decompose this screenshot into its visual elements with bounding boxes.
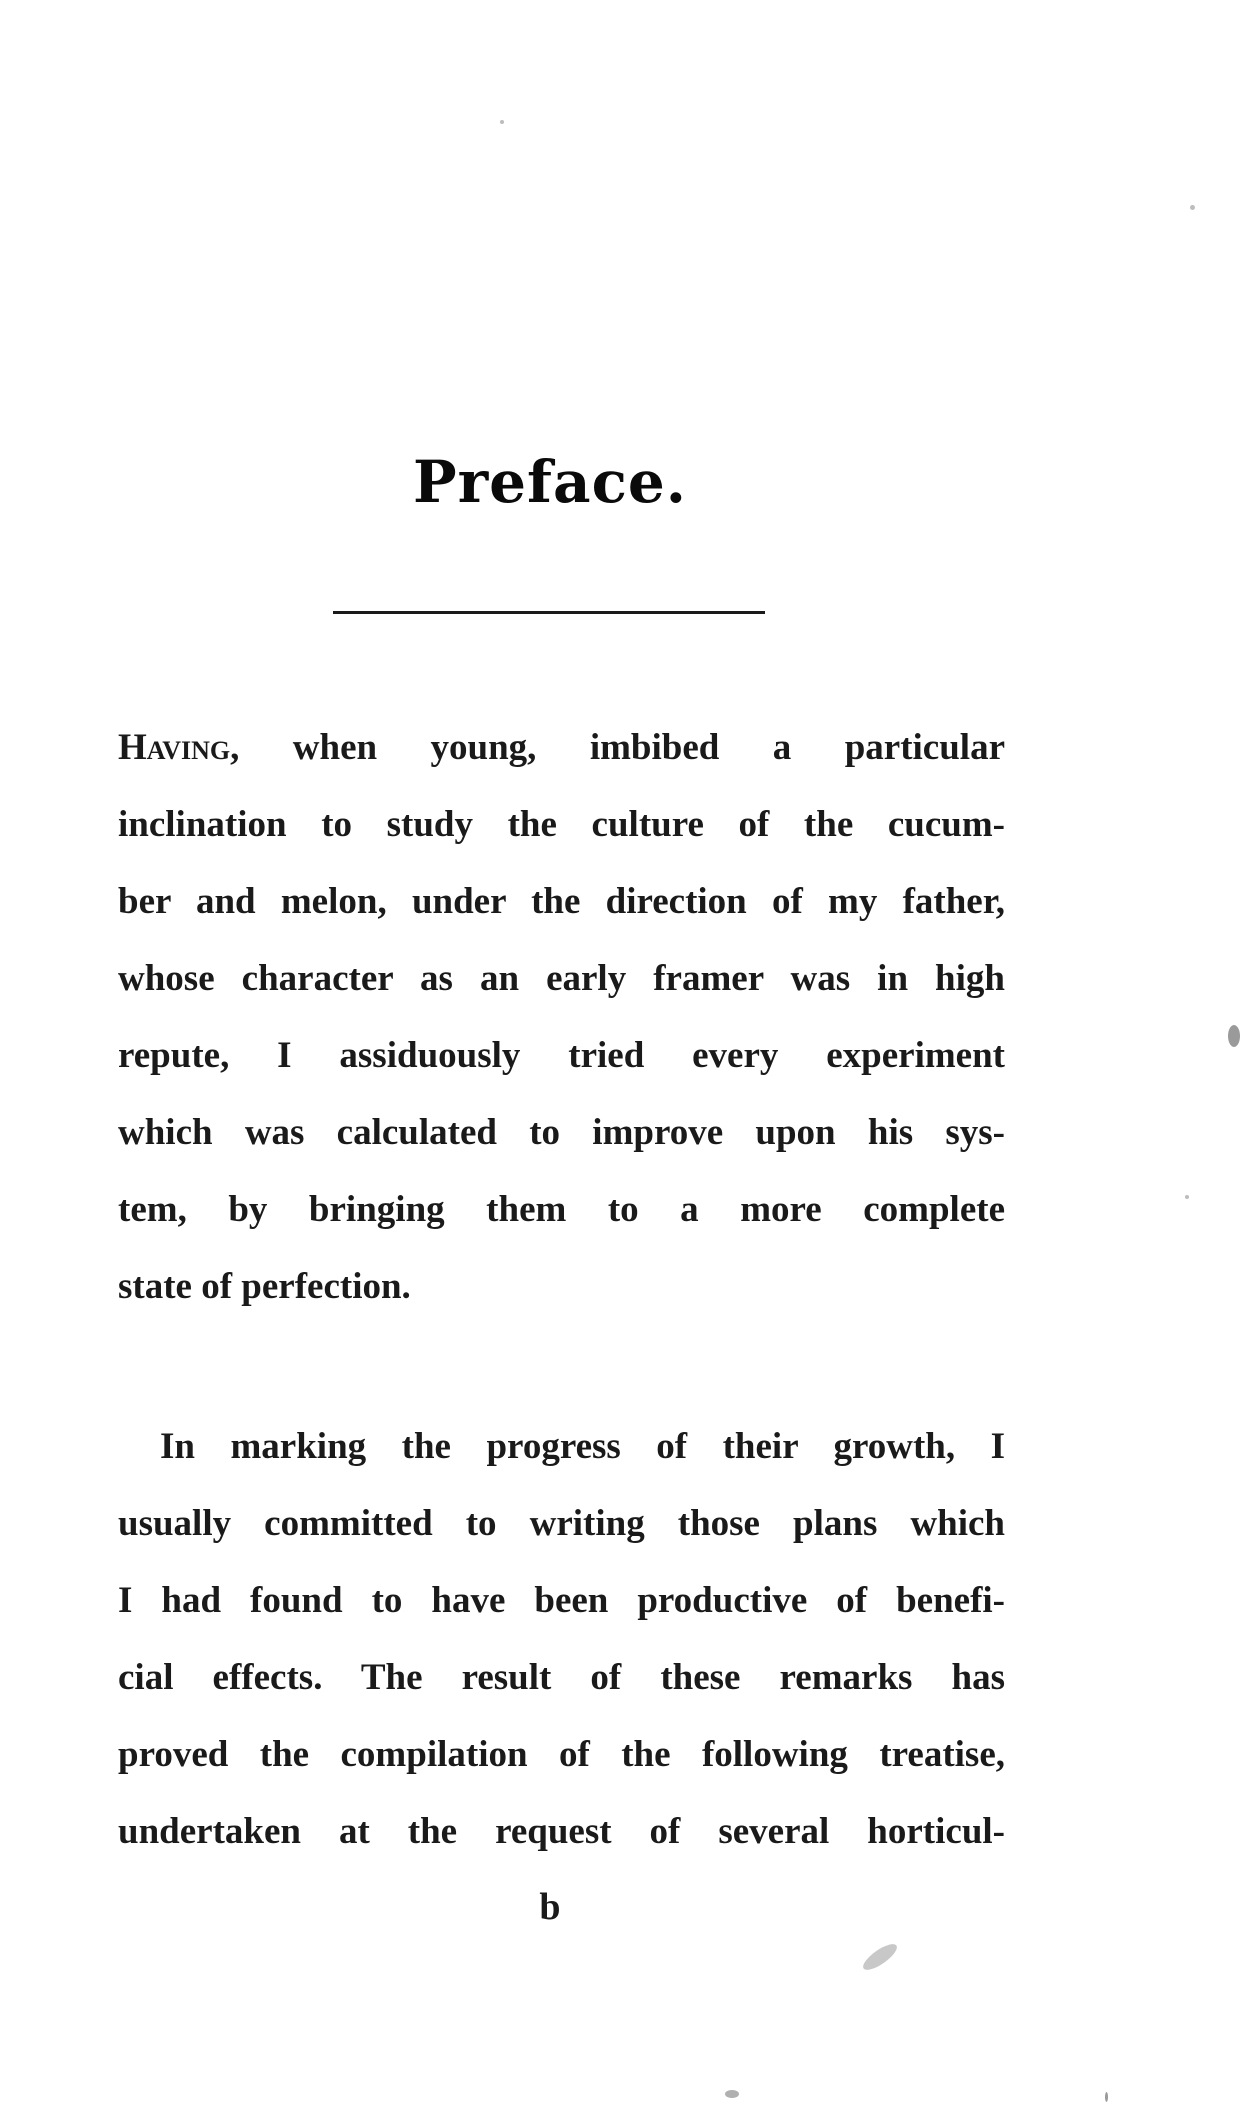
scan-speck [1105,2092,1108,2102]
paragraph-1-line-6: which was calculated to improve upon his sys- [118,1112,1005,1153]
page-heading: Preface. [412,448,687,516]
paragraph-1-line-8: state of perfection. [118,1266,411,1307]
scan-speck [1190,205,1195,210]
paragraph-2-line-1: In marking the progress of their growth, I [160,1426,1005,1467]
paragraph-1-line-4: whose character as an early framer was in high [118,958,1005,999]
paragraph-1-line-2: inclination to study the culture of the cucum- [118,804,1005,845]
paragraph-1-line-3: ber and melon, under the direction of my father, [118,881,1005,922]
paragraph-2-line-2: usually committed to writing those plans which [118,1503,1005,1544]
heading-divider [333,611,765,614]
paragraph-2 [118,1408,1005,1870]
scan-speck [500,120,504,124]
paragraph-2-line-5: proved the compilation of the following treatise, [118,1734,1005,1775]
paragraph-1-line-7: tem, by bringing them to a more complete [118,1189,1005,1230]
lead-word: Having, [118,727,240,768]
scan-speck [1185,1195,1189,1199]
paragraph-1 [118,709,1005,1325]
scan-speck [1228,1025,1240,1047]
paragraph-2-line-4: cial effects. The result of these remarks has [118,1657,1005,1698]
line-1-rest: when young, imbibed a particular [239,727,1005,768]
paragraph-2-line-6: undertaken at the request of several horticul- [118,1811,1005,1852]
scan-speck [725,2090,739,2098]
scan-speck [860,1940,901,1974]
paragraph-1-line-5: repute, I assiduously tried every experiment [118,1035,1005,1076]
signature-mark: b [539,1886,561,1928]
paragraph-2-line-3: I had found to have been productive of benefi- [118,1580,1005,1621]
paragraph-1-line-1 [118,709,1005,786]
